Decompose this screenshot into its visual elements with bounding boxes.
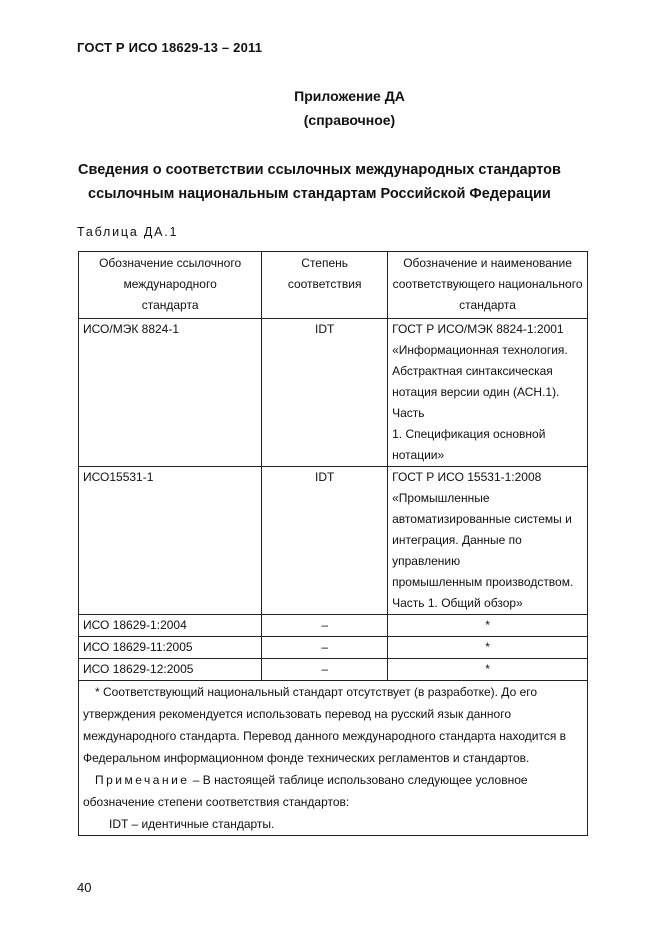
appendix-title: Приложение ДА (294, 88, 405, 104)
cell-national: * (388, 659, 588, 681)
table-row (79, 467, 588, 615)
cell-ref: ИСО15531-1 (79, 467, 262, 615)
cell-ref: ИСО 18629-1:2004 (79, 615, 262, 637)
table-row (79, 615, 588, 637)
cell-national: ГОСТ Р ИСО/МЭК 8824-1:2001 «Информационная технология. Абстрактная синтаксическая нотация версии один (АСН.1). Часть 1. Спецификация основной нотации» (388, 319, 588, 467)
appendix-subtitle: (справочное) (303, 112, 396, 128)
header-cell-degree: Степень соответствия (262, 252, 388, 319)
footnote-line: международного стандарта. Перевод данного международного стандарта находится в (83, 729, 567, 743)
cell-degree: IDT (262, 467, 388, 615)
table-footer-row (79, 681, 588, 836)
note-text: – В настоящей таблице использовано следующее условное (189, 773, 528, 787)
cell-degree: – (262, 615, 388, 637)
section-heading-line1: Сведения о соответствии ссылочных международных стандартов (78, 162, 561, 178)
cell-national: * (388, 637, 588, 659)
table-header-row (79, 252, 588, 319)
footnote-line: * Соответствующий национальный стандарт отсутствует (в разработке). До его (95, 685, 538, 699)
footnote-line: Федеральном информационном фонде технических регламентов и стандартов. (83, 751, 530, 765)
cell-national: * (388, 615, 588, 637)
table-note (83, 769, 583, 791)
section-heading-line2: ссылочным национальным стандартам Российской Федерации (88, 186, 551, 202)
footnote-line: утверждения рекомендуется использовать перевод на русский язык данного (83, 707, 512, 721)
header-cell-ref: Обозначение ссылочного международного стандарта (79, 252, 262, 319)
cell-degree: IDT (262, 319, 388, 467)
table-footnote (79, 681, 588, 836)
cell-ref: ИСО 18629-12:2005 (79, 659, 262, 681)
standards-table (78, 251, 588, 836)
idt-definition: IDT – идентичные стандарты. (109, 817, 275, 831)
document-header: ГОСТ Р ИСО 18629-13 – 2011 (77, 40, 263, 55)
note-label: Примечание (95, 773, 190, 787)
note-text-continued: обозначение степени соответствия стандартов: (83, 795, 350, 809)
cell-degree: – (262, 637, 388, 659)
cell-ref: ИСО/МЭК 8824-1 (79, 319, 262, 467)
table-row (79, 637, 588, 659)
page-number: 40 (77, 880, 92, 895)
header-cell-national: Обозначение и наименование соответствующего национального стандарта (388, 252, 588, 319)
table-caption: Таблица ДА.1 (77, 225, 179, 239)
cell-ref: ИСО 18629-11:2005 (79, 637, 262, 659)
cell-degree: – (262, 659, 388, 681)
table-row (79, 659, 588, 681)
table-row (79, 319, 588, 467)
cell-national: ГОСТ Р ИСО 15531-1:2008 «Промышленные автоматизированные системы и интеграция. Данные по управлению промышленным производством. Часть 1. Общий обзор» (388, 467, 588, 615)
